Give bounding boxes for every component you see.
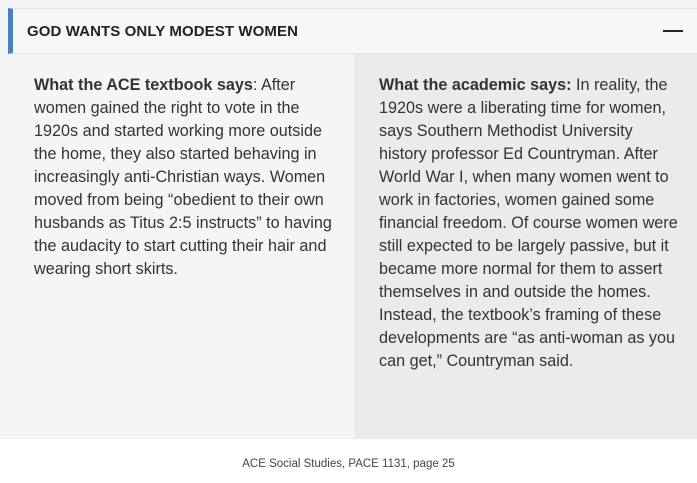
academic-column — [354, 54, 697, 439]
source-caption: ACE Social Studies, PACE 1131, page 25 — [242, 458, 455, 470]
textbook-lead: What the ACE textbook says — [34, 76, 253, 94]
academic-lead: What the academic says: — [379, 76, 572, 94]
accordion-body — [8, 54, 697, 439]
accordion-header[interactable] — [8, 8, 697, 54]
accordion-title: GOD WANTS ONLY MODEST WOMEN — [27, 22, 299, 40]
minus-icon[interactable] — [663, 30, 683, 32]
academic-text: In reality, the 1920s were a liberating time for women, says Southern Methodist University history professor Ed Countryman. After World War I, when many women went to work in factories, women gained some financial freedom. Of course women were still expected to be largely passive, but it became more normal for them to assert themselves in and outside the homes. Instead, the textbook’s framing of these developments are “as anti-woman as you can get,” Countryman said. — [379, 76, 678, 370]
textbook-column — [8, 54, 354, 439]
textbook-text: : After women gained the right to vote in the 1920s and started working more outside the home, they also started behaving in increasingly anti-Christian ways. Women moved from being “obedient to their own husbands as Titus 2:5 instructs” to having the audacity to start cutting their hair and wearing short skirts. — [34, 76, 332, 278]
